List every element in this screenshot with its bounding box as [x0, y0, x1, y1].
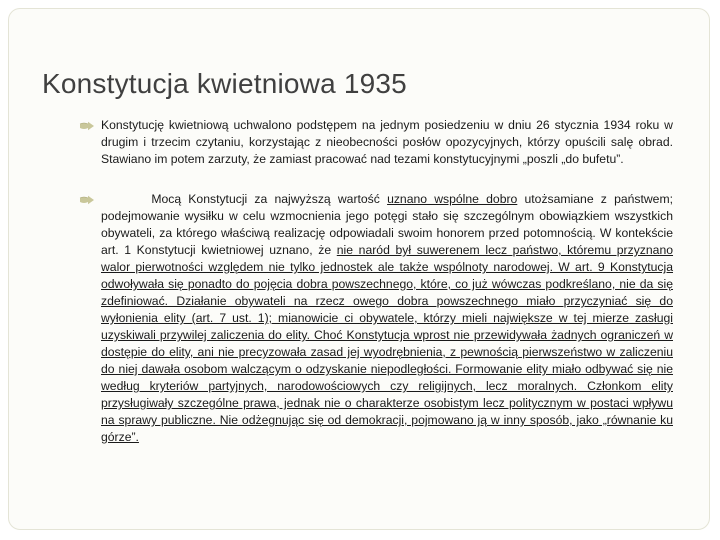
- arrow-bullet-icon: [79, 121, 95, 131]
- slide-title: Konstytucja kwietniowa 1935: [42, 68, 407, 99]
- underlined-passage: nie naród był suwerenem lecz państwo, któremu przyznano walor pierwotności względem nie tylko jednostek ale także wspólnoty narodowej. W art. 9 Konstytucja odwoływała się ponadto do pojęcia dobra powszechnego, które, co już wówczas podkreślano, nie da się zdefiniować. Działanie obywateli na rzecz owego dobra powszechnego miało przyczyniać się do wyłonienia elity (art. 7 ust. 1); mianowicie ci obywatele, którzy mieli największe w tej mierze zasługi uzyskiwali przywilej zaliczenia do elity. Choć Konstytucja wprost nie przewidywała żadnych ograniczeń w dostępie do elity, ani nie precyzowała zasad jej wyodrębnienia, z pewnością pierwszeństwo w zaliczeniu do niej dawała osobom walczącym o odzyskanie niepodległości. Formowanie elity miało odbywać się nie według kryteriów partyjnych, narodowościowych czy religijnych, lecz moralnych. Członkom elity przysługiwały szczególne prawa, jednak nie o charakterze osobistym lecz politycznym w postaci wpływu na sprawy publiczne. Nie odżegnując się od demokracji, pojmowano ją w inny sposób, jako „równanie ku górze”.: [101, 243, 674, 444]
- paragraph-text: [101, 191, 673, 446]
- paragraph-middle: utożsamiane z państwem; podejmowanie wysiłku w celu wzmocnienia jego potęgi stało się szczególnym obowiązkiem wszystkich obywateli, za którego właściwą realizację odpowiadali swoim honorem przed potomnością. W kontekście art. 1 Konstytucji kwietniowej uznano, że: [101, 192, 673, 257]
- underlined-phrase: uznano wspólne dobro: [387, 192, 518, 206]
- paragraph-text: Konstytucję kwietniową uchwalono podstępem na jednym posiedzeniu w dniu 26 stycznia 1934 roku w drugim i trzecim czytaniu, korzystając z nieobecności posłów opozycyjnych, którzy opuścili salę obrad. Stawiano im potem zarzuty, że zamiast pracować nad tezami konstytucyjnymi „poszli „do bufetu”.: [101, 118, 673, 166]
- arrow-bullet-icon: [79, 195, 95, 205]
- paragraph-lead: Mocą Konstytucji za najwyższą wartość: [101, 192, 388, 206]
